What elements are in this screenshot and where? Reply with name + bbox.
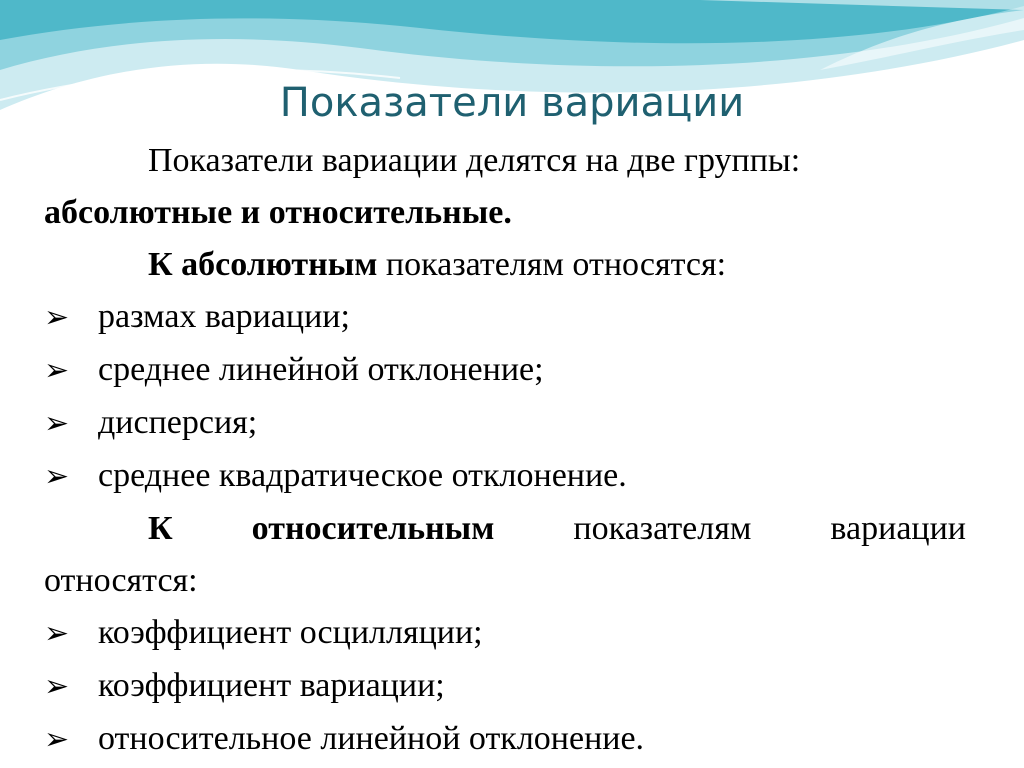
arrowhead-bullet-icon: ➢	[44, 300, 70, 335]
intro-line-2: абсолютные и относительные.	[44, 194, 512, 231]
list-item	[44, 607, 966, 660]
arrowhead-bullet-icon: ➢	[44, 406, 70, 441]
list-item-text: среднее линейной отклонение;	[98, 351, 544, 388]
arrowhead-bullet-icon: ➢	[44, 722, 70, 757]
list-item	[44, 660, 966, 713]
relative-lead-bold: К относительным	[148, 510, 495, 547]
arrowhead-bullet-icon: ➢	[44, 669, 70, 704]
absolute-lead-rest: показателям относятся:	[377, 246, 727, 283]
list-item-text: относительное линейной отклонение.	[98, 720, 645, 757]
list-item	[44, 397, 966, 450]
list-item-text: коэффициент осцилляции;	[98, 614, 483, 651]
absolute-lead-bold: К абсолютным	[148, 246, 378, 283]
list-item-text: коэффициент вариации;	[98, 667, 445, 704]
relative-lead	[44, 503, 966, 555]
arrowhead-bullet-icon: ➢	[44, 353, 70, 388]
slide-body	[44, 135, 966, 766]
list-item-text: среднее квадратическое отклонение.	[98, 457, 627, 494]
relative-lead-rest: показателям вариации	[494, 510, 966, 547]
list-item	[44, 344, 966, 397]
list-item	[44, 450, 966, 503]
intro-line-1: Показатели вариации делятся на две группы:	[148, 142, 801, 179]
list-item	[44, 713, 966, 766]
arrowhead-bullet-icon: ➢	[44, 616, 70, 651]
arrowhead-bullet-icon: ➢	[44, 459, 70, 494]
relative-lead-continued: относятся:	[44, 562, 198, 599]
list-item-text: размах вариации;	[98, 298, 350, 335]
slide-title: Показатели вариации	[279, 80, 745, 126]
absolute-lead	[44, 239, 966, 291]
list-item	[44, 291, 966, 344]
list-item-text: дисперсия;	[98, 404, 258, 441]
